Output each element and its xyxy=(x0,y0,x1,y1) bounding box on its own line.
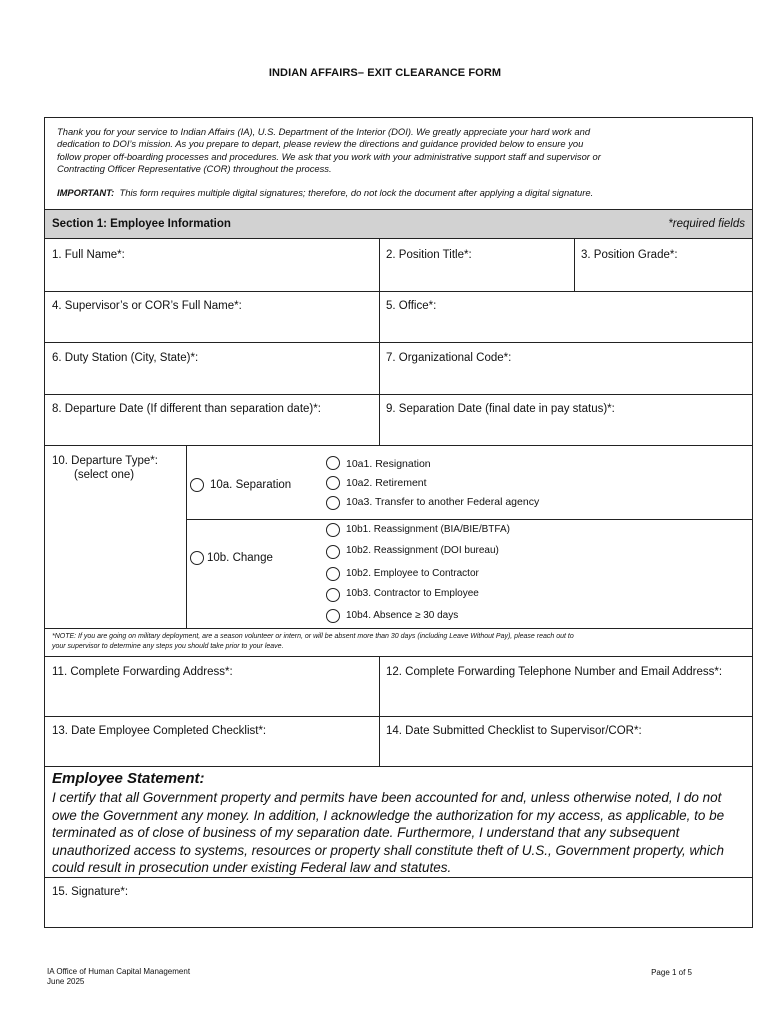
row-divider xyxy=(45,628,752,629)
change-label: 10b. Change xyxy=(207,552,273,564)
row-divider xyxy=(45,291,752,292)
row-divider xyxy=(45,342,752,343)
column-divider xyxy=(379,239,380,445)
position-title-field[interactable]: 2. Position Title*: xyxy=(386,249,472,261)
reassignment-bia-label: 10b1. Reassignment (BIA/BIE/BTFA) xyxy=(346,524,510,535)
page-number: Page 1 of 5 xyxy=(651,968,692,977)
organizational-code-field[interactable]: 7. Organizational Code*: xyxy=(386,352,512,364)
statement-line: could result in prosecution under existing Federal law and statutes. xyxy=(52,860,452,876)
statement-line: terminated as of close of business of my separation date. Furthermore, I understand that any subsequent xyxy=(52,825,680,841)
transfer-label: 10a3. Transfer to another Federal agency xyxy=(346,496,540,508)
separation-label: 10a. Separation xyxy=(210,479,292,491)
reassignment-bia-radio[interactable] xyxy=(326,523,340,537)
section-title: Section 1: Employee Information xyxy=(52,218,231,230)
supervisor-name-field[interactable]: 4. Supervisor’s or COR’s Full Name*: xyxy=(52,300,242,312)
contractor-to-employee-radio[interactable] xyxy=(326,588,340,602)
column-divider xyxy=(379,656,380,766)
duty-station-field[interactable]: 6. Duty Station (City, State)*: xyxy=(52,352,199,364)
intro-line: Thank you for your service to Indian Affairs (IA), U.S. Department of the Interior (DOI). We greatly appreciate your hard work and xyxy=(57,126,591,137)
intro-line: Contracting Officer Representative (COR) throughout the process. xyxy=(57,163,332,175)
intro-text xyxy=(57,126,747,176)
statement-text xyxy=(52,789,752,877)
intro-line: follow proper off-boarding processes and procedures. We ask that you work with your administrative support staff and supervisor or xyxy=(57,150,601,162)
signature-field[interactable]: 15. Signature*: xyxy=(52,886,129,898)
important-label: IMPORTANT: xyxy=(57,187,115,198)
contractor-to-employee-label: 10b3. Contractor to Employee xyxy=(346,588,479,599)
row-divider xyxy=(45,656,752,657)
retirement-radio[interactable] xyxy=(326,476,340,490)
required-fields-note: *required fields xyxy=(668,218,745,230)
departure-date-field[interactable]: 8. Departure Date (If different than separation date)*: xyxy=(52,403,321,415)
position-grade-field[interactable]: 3. Position Grade*: xyxy=(581,249,678,261)
note-line: *NOTE: If you are going on military deployment, are a season volunteer or intern, or will be absent more than 30 days (including Leave Without Pay), please reach out to xyxy=(52,633,574,640)
checklist-submitted-date-field[interactable]: 14. Date Submitted Checklist to Supervisor/COR*: xyxy=(386,725,642,737)
full-name-field[interactable]: 1. Full Name*: xyxy=(52,249,125,261)
departure-type-label: 10. Departure Type*: xyxy=(52,455,158,467)
retirement-label: 10a2. Retirement xyxy=(346,477,427,489)
transfer-radio[interactable] xyxy=(326,496,340,510)
separation-radio[interactable] xyxy=(190,478,204,492)
forwarding-contact-field[interactable]: 12. Complete Forwarding Telephone Number and Email Address*: xyxy=(386,666,723,678)
form-title: INDIAN AFFAIRS– EXIT CLEARANCE FORM xyxy=(268,67,502,79)
footer-date: June 2025 xyxy=(47,977,85,986)
reassignment-doi-label: 10b2. Reassignment (DOI bureau) xyxy=(346,545,499,556)
note-line: your supervisor to determine any steps you should take prior to your leave. xyxy=(52,642,284,650)
reassignment-doi-radio[interactable] xyxy=(326,545,340,559)
column-divider xyxy=(574,239,575,291)
important-text: This form requires multiple digital signatures; therefore, do not lock the document after applying a digital signature. xyxy=(119,187,594,198)
resignation-radio[interactable] xyxy=(326,456,340,470)
row-divider xyxy=(45,766,752,767)
resignation-label: 10a1. Resignation xyxy=(346,458,431,470)
change-radio[interactable] xyxy=(190,551,204,565)
row-divider xyxy=(45,877,752,878)
office-field[interactable]: 5. Office*: xyxy=(386,300,437,312)
statement-line: unauthorized access to systems, resources or property shall constitute theft of U.S., Government property, which xyxy=(52,842,725,858)
row-divider xyxy=(186,519,752,520)
absence-radio[interactable] xyxy=(326,609,340,623)
row-divider xyxy=(45,394,752,395)
footer-org: IA Office of Human Capital Management xyxy=(47,967,191,976)
statement-heading: Employee Statement: xyxy=(52,770,205,787)
statement-line: owe the Government any money. In addition, I acknowledge the authorization for my access, as applicable, to be xyxy=(52,807,725,823)
military-note xyxy=(52,632,747,651)
employee-to-contractor-radio[interactable] xyxy=(326,567,340,581)
row-divider xyxy=(45,716,752,717)
checklist-completed-date-field[interactable]: 13. Date Employee Completed Checklist*: xyxy=(52,725,267,737)
statement-line: I certify that all Government property and permits have been accounted for and, unless otherwise noted, I do not xyxy=(52,790,722,805)
column-divider xyxy=(186,445,187,628)
important-notice xyxy=(57,187,747,198)
absence-label: 10b4. Absence ≥ 30 days xyxy=(346,610,459,621)
row-divider xyxy=(45,445,752,446)
separation-date-field[interactable]: 9. Separation Date (final date in pay status)*: xyxy=(386,403,615,415)
departure-type-hint: (select one) xyxy=(74,469,135,481)
footer-left xyxy=(47,967,190,987)
employee-to-contractor-label: 10b2. Employee to Contractor xyxy=(346,568,479,579)
intro-line: dedication to DOI’s mission. As you prepare to depart, please review the directions and guidance provided below to ensure you xyxy=(57,138,584,150)
forwarding-address-field[interactable]: 11. Complete Forwarding Address*: xyxy=(52,666,233,678)
